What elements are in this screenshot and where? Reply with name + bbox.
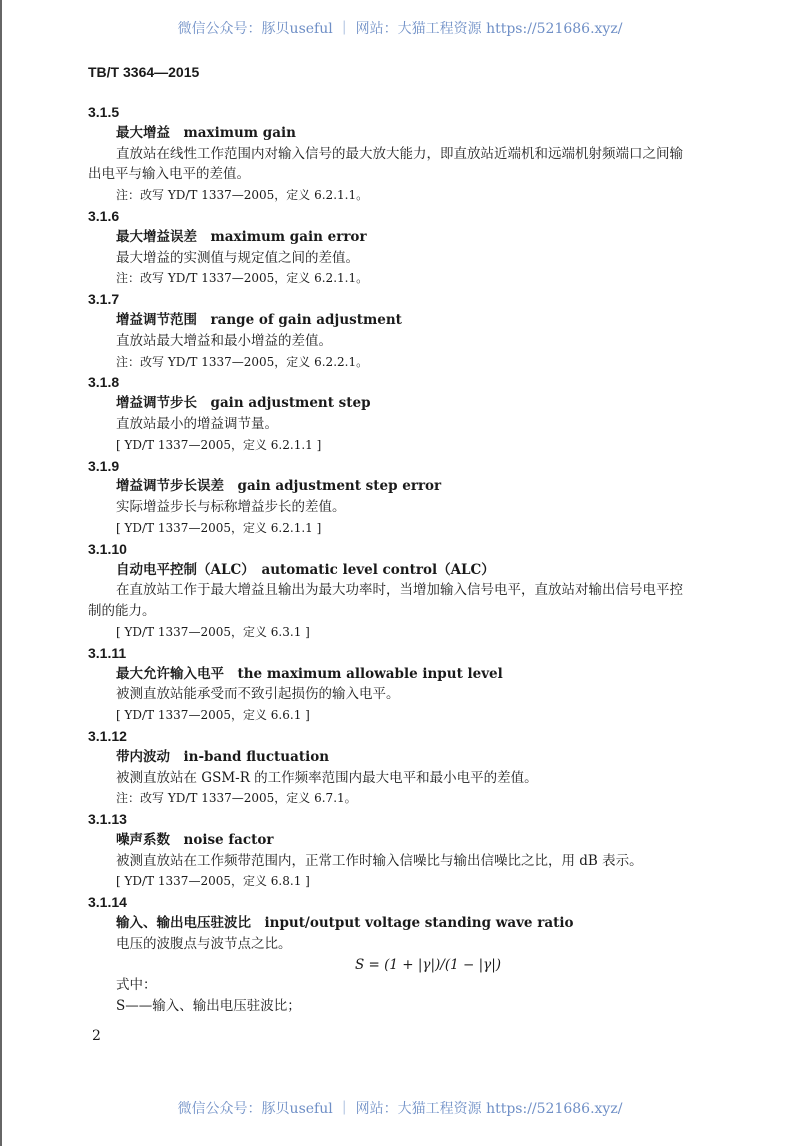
definition-text: 被测直放站在工作频带范围内，正常工作时输入信噪比与输出信噪比之比，用 dB 表示。 (116, 852, 643, 869)
term-title: 增益调节范围 range of gain adjustment (116, 311, 402, 328)
section-number: 3.1.5 (88, 104, 120, 120)
source-note: [ YD/T 1337—2005，定义 6.2.1.1 ] (116, 437, 322, 452)
section-number: 3.1.9 (88, 457, 120, 474)
watermark-bottom: 微信公众号：豚贝useful ｜ 网站：大猫工程资源 https://521686.xyz/ (177, 1101, 623, 1117)
definition-text: 被测直放站在 GSM-R 的工作频率范围内最大电平和最小电平的差值。 (116, 769, 538, 786)
section-number: 3.1.10 (88, 540, 127, 557)
section-number: 3.1.6 (88, 207, 120, 224)
source-note: 注：改写 YD/T 1337—2005，定义 6.7.1。 (116, 791, 357, 806)
source-note: [ YD/T 1337—2005，定义 6.3.1 ] (116, 624, 310, 639)
term-title: 增益调节步长 gain adjustment step (116, 395, 371, 412)
source-note: 注：改写 YD/T 1337—2005，定义 6.2.2.1。 (116, 354, 369, 369)
definition-text: 实际增益步长与标称增益步长的差值。 (116, 499, 346, 516)
definition-text: 直放站最小的增益调节量。 (116, 415, 278, 432)
source-note: 注：改写 YD/T 1337—2005，定义 6.2.1.1。 (116, 271, 369, 286)
definition-text: 电压的波腹点与波节点之比。 (116, 935, 292, 952)
section-number: 3.1.12 (88, 727, 127, 744)
term-title: 增益调节步长误差 gain adjustment step error (116, 478, 442, 495)
term-title: 最大允许输入电平 the maximum allowable input level (116, 665, 503, 682)
section-number: 3.1.7 (88, 291, 120, 308)
definition-text: 直放站在线性工作范围内对输入信号的最大放大能力，即直放站近端机和远端机射频端口之间输 (116, 145, 683, 162)
section-number: 3.1.8 (88, 374, 120, 391)
section-number: 3.1.13 (88, 811, 127, 828)
formula: S = (1 + |γ|)/(1 − |γ|) (354, 956, 502, 973)
section-number: 3.1.14 (88, 894, 127, 911)
document-body (88, 102, 728, 1017)
term-title: 最大增益 maximum gain (116, 124, 296, 141)
definition-text: 制的能力。 (88, 603, 156, 620)
source-note: 注：改写 YD/T 1337—2005，定义 6.2.1.1。 (116, 188, 369, 203)
standard-number: TB/T 3364—2015 (88, 64, 200, 80)
watermark-top: 微信公众号：豚贝useful ｜ 网站：大猫工程资源 https://521686.xyz/ (177, 21, 623, 37)
definition-text: 出电平与输入电平的差值。 (88, 166, 250, 183)
definition-text: 最大增益的实测值与规定值之间的差值。 (116, 249, 359, 266)
term-title: 带内波动 in-band fluctuation (116, 748, 330, 765)
term-title: 输入、输出电压驻波比 input/output voltage standing wave ratio (116, 915, 574, 932)
definition-text: 被测直放站能承受而不致引起损伤的输入电平。 (116, 686, 400, 703)
page-edge (0, 0, 2, 1146)
definition-text: 直放站最大增益和最小增益的差值。 (116, 332, 332, 349)
formula-where: 式中： (116, 977, 157, 994)
definition-text: 在直放站工作于最大增益且输出为最大功率时，当增加输入信号电平，直放站对输出信号电平控 (116, 582, 683, 599)
symbol-definition: S——输入、输出电压驻波比； (116, 998, 301, 1015)
source-note: [ YD/T 1337—2005，定义 6.6.1 ] (116, 708, 310, 723)
page-number: 2 (92, 1028, 101, 1044)
source-note: [ YD/T 1337—2005，定义 6.8.1 ] (116, 874, 310, 889)
term-title: 自动电平控制（ALC） automatic level control（ALC） (116, 561, 495, 578)
term-title: 最大增益误差 maximum gain error (116, 228, 367, 245)
term-title: 噪声系数 noise factor (116, 831, 274, 848)
section-number: 3.1.11 (88, 644, 127, 661)
source-note: [ YD/T 1337—2005，定义 6.2.1.1 ] (116, 520, 322, 535)
